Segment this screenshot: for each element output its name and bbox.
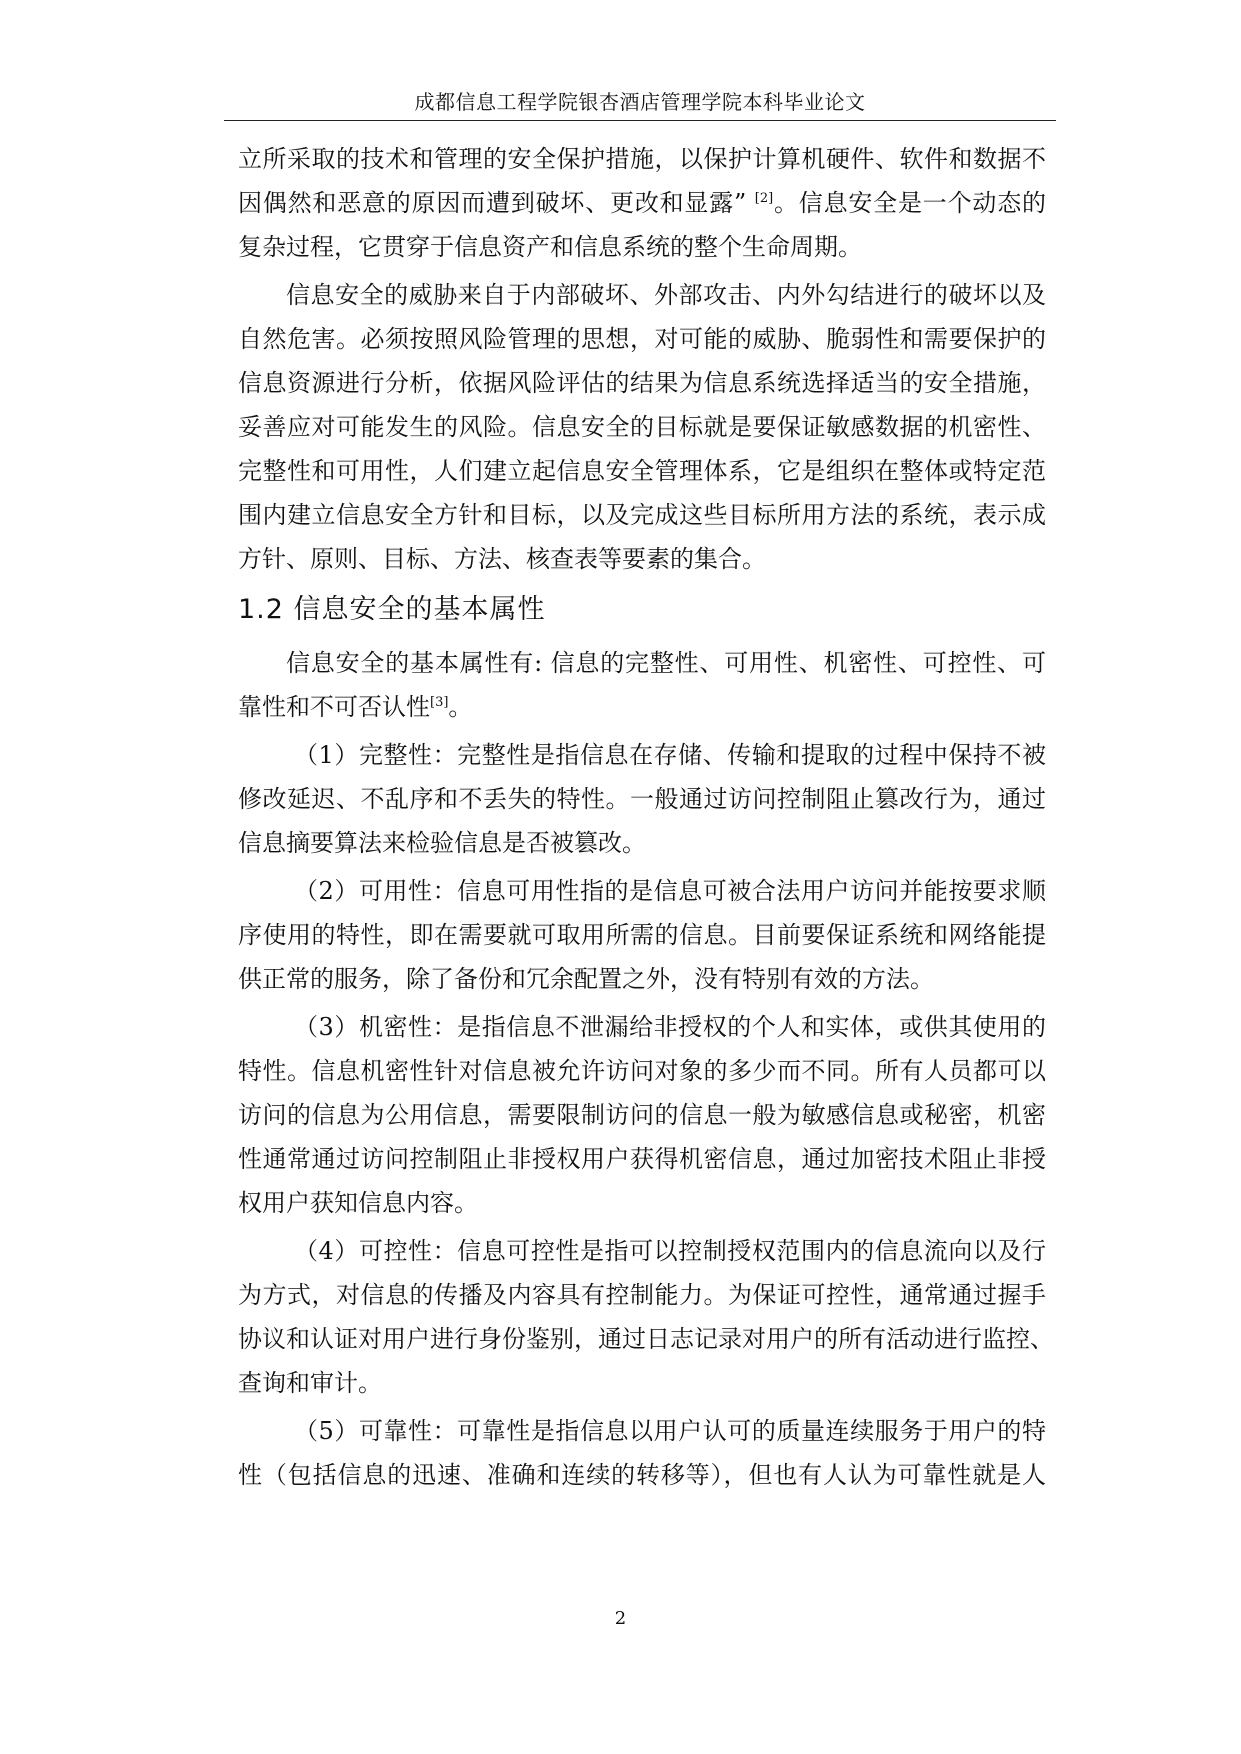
text-line: 协议和认证对用户进行身份鉴别，通过日志记录对用户的所有活动进行监控、 [238,1325,1054,1353]
page-body [238,137,1054,1497]
citation-ref: [2] [754,191,774,206]
paragraph [238,641,1046,729]
text-line: 修改延迟、不乱序和不丢失的特性。一般通过访问控制阻止篡改行为，通过 [238,785,1046,813]
section-heading: 1.2 信息安全的基本属性 [238,594,546,625]
text-span: 靠性和不可否认性 [238,693,430,721]
text-line: 为方式，对信息的传播及内容具有控制能力。为保证可控性，通常通过握手 [238,1281,1046,1309]
text-line: 序使用的特性，即在需要就可取用所需的信息。目前要保证系统和网络能提 [238,921,1046,949]
running-header: 成都信息工程学院银杏酒店管理学院本科毕业论文 [414,90,866,114]
text-line: （5）可靠性：可靠性是指信息以用户认可的质量连续服务于用户的特 [294,1417,1046,1445]
list-item [238,1229,1054,1405]
text-line: 方针、原则、目标、方法、核查表等要素的集合。 [238,545,766,573]
list-item [238,869,1046,1001]
text-line: 供正常的服务，除了备份和冗余配置之外，没有特别有效的方法。 [238,965,934,993]
list-item [238,733,1046,865]
text-line: 性通常通过访问控制阻止非授权用户获得机密信息，通过加密技术阻止非授 [238,1145,1046,1173]
text-line: 信息资源进行分析，依据风险评估的结果为信息系统选择适当的安全措施， [238,369,1046,397]
text-span: 因偶然和恶意的原因而遭到破坏、更改和显露” [238,189,747,217]
text-line [238,181,1046,225]
text-line: 复杂过程，它贯穿于信息资产和信息系统的整个生命周期。 [238,233,862,261]
text-line: 信息安全的威胁来自于内部破坏、外部攻击、内外勾结进行的破坏以及 [286,281,1046,309]
citation-ref: [3] [430,695,449,710]
text-line: 性（包括信息的迅速、准确和连续的转移等），但也有人认为可靠性就是人 [238,1461,1046,1489]
header-rule [224,120,1056,121]
text-line: （3）机密性：是指信息不泄漏给非授权的个人和实体，或供其使用的 [294,1013,1046,1041]
text-span: 。 [448,693,473,721]
text-line: 立所采取的技术和管理的安全保护措施，以保护计算机硬件、软件和数据不 [238,145,1046,173]
text-line: 权用户获知信息内容。 [238,1189,478,1217]
text-line: 信息安全的基本属性有: 信息的完整性、可用性、机密性、可控性、可 [286,649,1046,677]
text-line: 特性。信息机密性针对信息被允许访问对象的多少而不同。所有人员都可以 [238,1057,1046,1085]
text-line: 自然危害。必须按照风险管理的思想，对可能的威胁、脆弱性和需要保护的 [238,325,1046,353]
text-line: 完整性和可用性，人们建立起信息安全管理体系，它是组织在整体或特定范 [238,457,1046,485]
text-line: 访问的信息为公用信息，需要限制访问的信息一般为敏感信息或秘密，机密 [238,1101,1046,1129]
list-item [238,1409,1046,1497]
text-line: （4）可控性：信息可控性是指可以控制授权范围内的信息流向以及行 [294,1237,1046,1265]
text-line: （1）完整性：完整性是指信息在存储、传输和提取的过程中保持不被 [294,741,1046,769]
text-line: （2）可用性：信息可用性指的是信息可被合法用户访问并能按要求顺 [294,877,1046,905]
text-line [238,685,1046,729]
text-line: 信息摘要算法来检验信息是否被篡改。 [238,829,646,857]
text-line: 围内建立信息安全方针和目标，以及完成这些目标所用方法的系统，表示成 [238,501,1046,529]
paragraph [238,137,1046,269]
text-line: 查询和审计。 [238,1369,382,1397]
text-span: 。信息安全是一个动态的 [773,189,1046,217]
list-item [238,1005,1046,1225]
text-line: 妥善应对可能发生的风险。信息安全的目标就是要保证敏感数据的机密性、 [238,413,1046,441]
page-number: 2 [614,1608,627,1629]
paragraph [238,273,1046,581]
